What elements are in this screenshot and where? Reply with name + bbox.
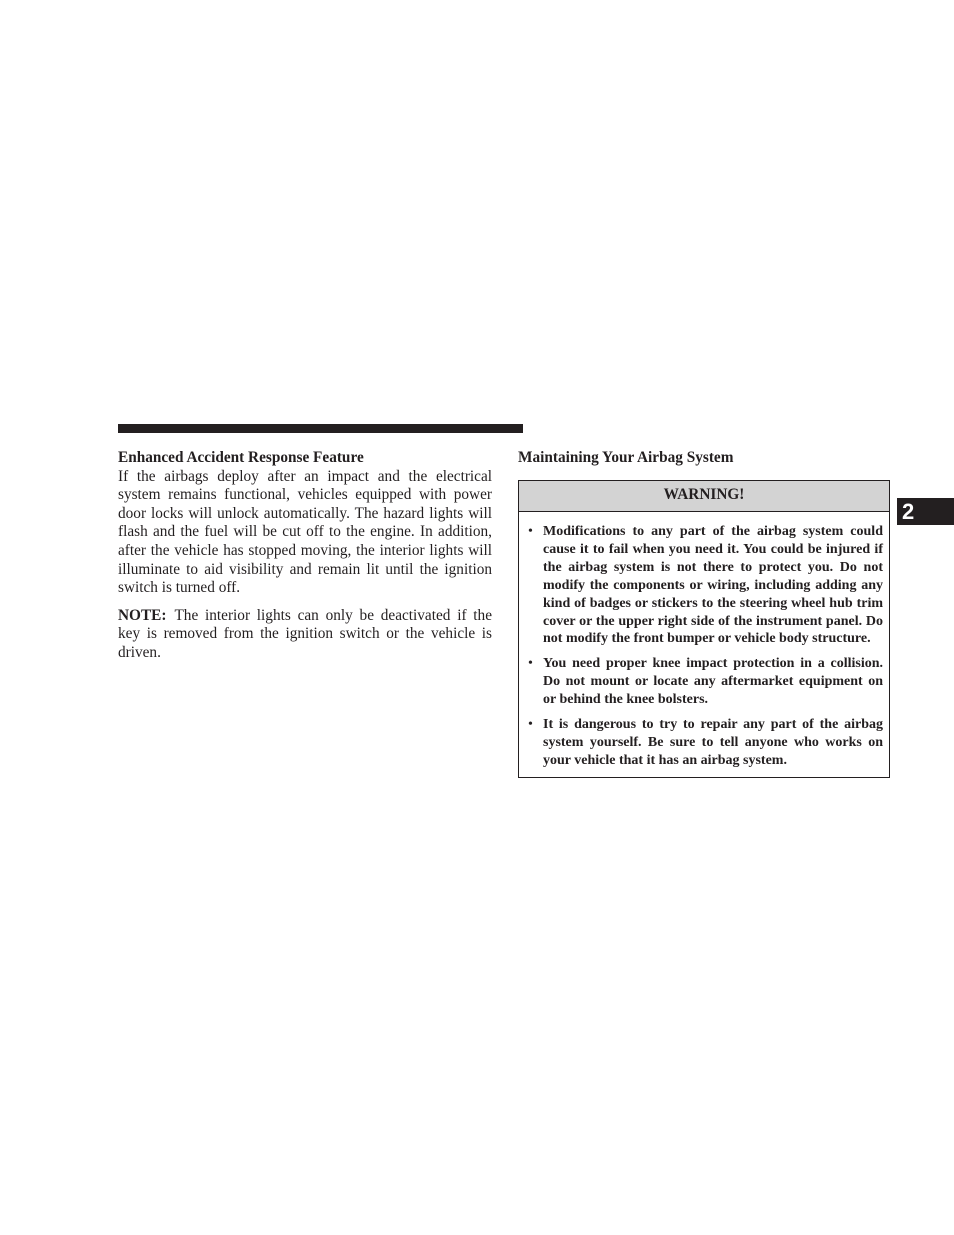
warning-item-text: It is dangerous to try to repair any part of the airbag system yourself. Be sure to tell anyone who works on your vehicle that it has an airbag system. [543, 717, 883, 768]
body-paragraph: If the airbags deploy after an impact and the electrical system remains functional, vehicles equipped with power door locks will unlock automatically. The hazard lights will flash and the fuel will be cut off to the engine. In addition, after the vehicle has stopped moving, the interior lights will illuminate to aid visibility and remain lit until the ignition switch is turned off. [118, 467, 492, 597]
note-paragraph [118, 607, 492, 663]
warning-item-text: You need proper knee impact protection in a collision. Do not mount or locate any aftermarket equipment on or behind the knee bolsters. [543, 656, 883, 708]
bullet-icon: • [528, 717, 533, 733]
warning-item [528, 523, 883, 648]
warning-title: WARNING! [519, 481, 889, 512]
section-heading-maintaining-airbag: Maintaining Your Airbag System [518, 449, 734, 466]
note-label: NOTE: [118, 606, 167, 624]
chapter-number: 2 [902, 499, 915, 524]
section-rule [118, 424, 523, 433]
warning-item [528, 655, 883, 709]
note-text: The interior lights can only be deactivated if the key is removed from the ignition switch or the vehicle is driven. [118, 606, 492, 661]
chapter-tab [897, 498, 954, 525]
section-heading-enhanced-accident-response: Enhanced Accident Response Feature [118, 449, 364, 466]
warning-list [519, 512, 889, 777]
bullet-icon: • [528, 656, 533, 672]
left-column [118, 449, 492, 663]
bullet-icon: • [528, 524, 533, 539]
warning-box [518, 480, 890, 778]
warning-item-text: Modifications to any part of the airbag system could cause it to fail when you need it. You could be injured if the airbag system is not there to protect you. Do not modify the components or wiring, including adding any kind of badges or stickers to the steering wheel hub trim cover or the upper right side of the instrument panel. Do not modify the front bumper or vehicle body structure. [543, 524, 883, 647]
warning-item [528, 716, 883, 770]
